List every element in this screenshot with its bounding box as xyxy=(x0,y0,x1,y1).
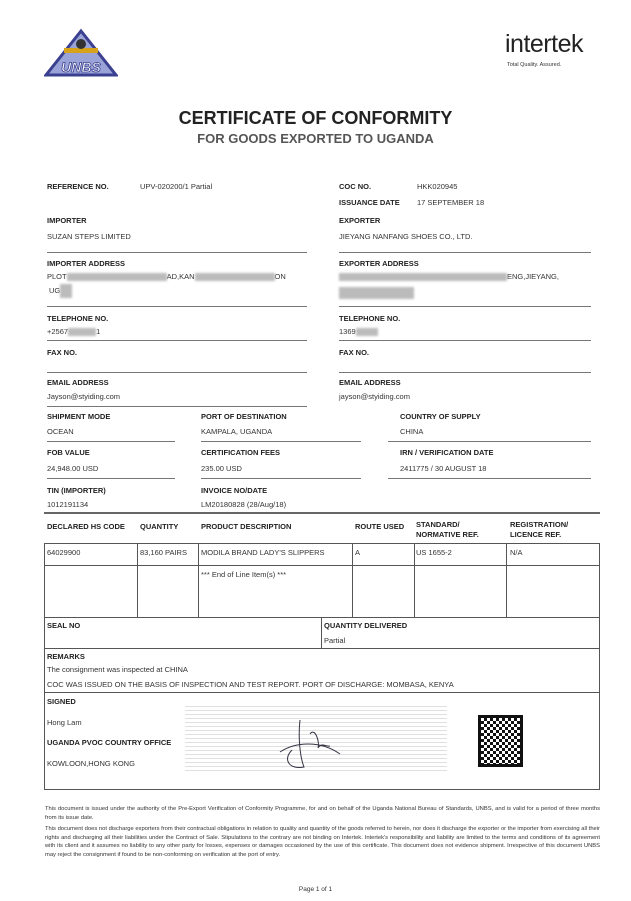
shipment-value: OCEAN xyxy=(47,427,74,436)
fees-label: CERTIFICATION FEES xyxy=(201,448,281,457)
importer-email-label: EMAIL ADDRESS xyxy=(47,378,109,387)
shipment-label: SHIPMENT MODE xyxy=(47,412,111,421)
header-hs-code: DECLARED HS CODE xyxy=(47,522,125,531)
importer-address-value: PLOT AD,KAN ON xyxy=(47,272,286,281)
seal-label: SEAL NO xyxy=(47,621,81,630)
header-quantity: QUANTITY xyxy=(140,522,179,531)
header-standard: STANDARD/ xyxy=(416,520,460,529)
signature xyxy=(270,712,345,782)
tin-value: 1012191134 xyxy=(47,500,89,509)
intertek-logo: intertek xyxy=(505,30,583,58)
qty-delivered-label: QUANTITY DELIVERED xyxy=(324,621,408,630)
header-route: ROUTE USED xyxy=(355,522,405,531)
reference-label: REFERENCE NO. xyxy=(47,182,109,191)
issuance-label: ISSUANCE DATE xyxy=(339,198,400,207)
page-subtitle: FOR GOODS EXPORTED TO UGANDA xyxy=(197,131,434,146)
country-label: COUNTRY OF SUPPLY xyxy=(400,412,481,421)
office-name: UGANDA PVOC COUNTRY OFFICE xyxy=(47,738,172,747)
end-of-items-note: *** End of Line Item(s) *** xyxy=(201,570,287,579)
qty-delivered-value: Partial xyxy=(324,636,346,645)
cell-registration: N/A xyxy=(510,548,523,557)
cell-route: A xyxy=(355,548,361,557)
intertek-tagline: Total Quality. Assured. xyxy=(507,62,562,68)
header-registration-2: LICENCE REF. xyxy=(510,530,562,539)
remarks-line-2: COC WAS ISSUED ON THE BASIS OF INSPECTION AND TEST REPORT. PORT OF DISCHARGE: MOMBASA, KENYA xyxy=(47,680,454,689)
importer-fax-label: FAX NO. xyxy=(47,348,78,357)
cell-hs-code: 64029900 xyxy=(47,548,81,557)
exporter-tel-label: TELEPHONE NO. xyxy=(339,314,401,323)
importer-address-line2: UG xyxy=(49,284,72,298)
svg-text:UNBS: UNBS xyxy=(61,59,101,75)
exporter-value: JIEYANG NANFANG SHOES CO., LTD. xyxy=(339,232,473,241)
header-registration: REGISTRATION/ xyxy=(510,520,569,529)
tin-label: TIN (IMPORTER) xyxy=(47,486,106,495)
unbs-logo xyxy=(44,28,118,78)
importer-email-value: Jayson@styiding.com xyxy=(47,392,121,401)
reference-value: UPV-020200/1 Partial xyxy=(140,182,213,191)
cell-description: MODILA BRAND LADY'S SLIPPERS xyxy=(201,548,325,557)
issuance-value: 17 SEPTEMBER 18 xyxy=(417,198,485,207)
importer-address-label: IMPORTER ADDRESS xyxy=(47,259,126,268)
page-title: CERTIFICATE OF CONFORMITY xyxy=(178,108,453,128)
remarks-line-1: The consignment was inspected at CHINA xyxy=(47,665,188,674)
port-value: KAMPALA, UGANDA xyxy=(201,427,273,436)
importer-value: SUZAN STEPS LIMITED xyxy=(47,232,131,241)
header-description: PRODUCT DESCRIPTION xyxy=(201,522,292,531)
footer-notice-1: This document is issued under the authority of the Pre-Export Verification of Conformity Programme, for and on behalf of the Uganda National Bureau of Standards, UNBS, and is valid for a period of three months from its issue date. xyxy=(45,806,600,821)
fob-value: 24,948.00 USD xyxy=(47,464,99,473)
exporter-fax-label: FAX NO. xyxy=(339,348,370,357)
exporter-label: EXPORTER xyxy=(339,216,381,225)
exporter-tel-value: 1369 xyxy=(339,327,378,336)
importer-tel-value: +2567 1 xyxy=(47,327,101,336)
exporter-address-value: ENG,JIEYANG, xyxy=(339,272,559,281)
port-label: PORT OF DESTINATION xyxy=(201,412,287,421)
cell-standard: US 1655-2 xyxy=(416,548,452,557)
fees-value: 235.00 USD xyxy=(201,464,242,473)
importer-label: IMPORTER xyxy=(47,216,87,225)
redacted-block xyxy=(339,284,414,302)
coc-label: COC NO. xyxy=(339,182,372,191)
header-standard-2: NORMATIVE REF. xyxy=(416,530,479,539)
invoice-value: LM20180828 (28/Aug/18) xyxy=(201,500,287,509)
exporter-email-value: jayson@styiding.com xyxy=(339,392,410,401)
footer-notice-2: This document does not discharge exporters from their contractual obligations in relation to quality and quantity of the goods referred to herein, nor does it discharge the exporter or the importer from exercising all their rights and discharging all their liabilities under the Contract of Sale. Stipulations to the contrary are not binding on Intertek. Intertek's responsibility and liability are limited to the terms and conditions of its agreement with its client and it assumes no liability to any other party for losses, expenses or damages occasioned by the use of this certificate. This document does not evidence shipment. Irrespective of this document UNBS may reject the consignment if found to be non-conforming on verification at the port of entry. xyxy=(45,826,600,858)
signer-name: Hong Lam xyxy=(47,718,82,727)
page-number: Page 1 of 1 xyxy=(298,886,333,893)
cell-quantity: 83,160 PAIRS xyxy=(140,548,187,557)
coc-value: HKK020945 xyxy=(417,182,458,191)
signed-label: SIGNED xyxy=(47,697,76,706)
office-location: KOWLOON,HONG KONG xyxy=(47,759,135,768)
remarks-label: REMARKS xyxy=(47,652,85,661)
irn-value: 2411775 / 30 AUGUST 18 xyxy=(400,464,487,473)
qr-code xyxy=(478,715,523,767)
exporter-address-label: EXPORTER ADDRESS xyxy=(339,259,419,268)
irn-label: IRN / VERIFICATION DATE xyxy=(400,448,494,457)
invoice-label: INVOICE NO/DATE xyxy=(201,486,268,495)
fob-label: FOB VALUE xyxy=(47,448,90,457)
exporter-email-label: EMAIL ADDRESS xyxy=(339,378,401,387)
importer-tel-label: TELEPHONE NO. xyxy=(47,314,109,323)
country-value: CHINA xyxy=(400,427,424,436)
